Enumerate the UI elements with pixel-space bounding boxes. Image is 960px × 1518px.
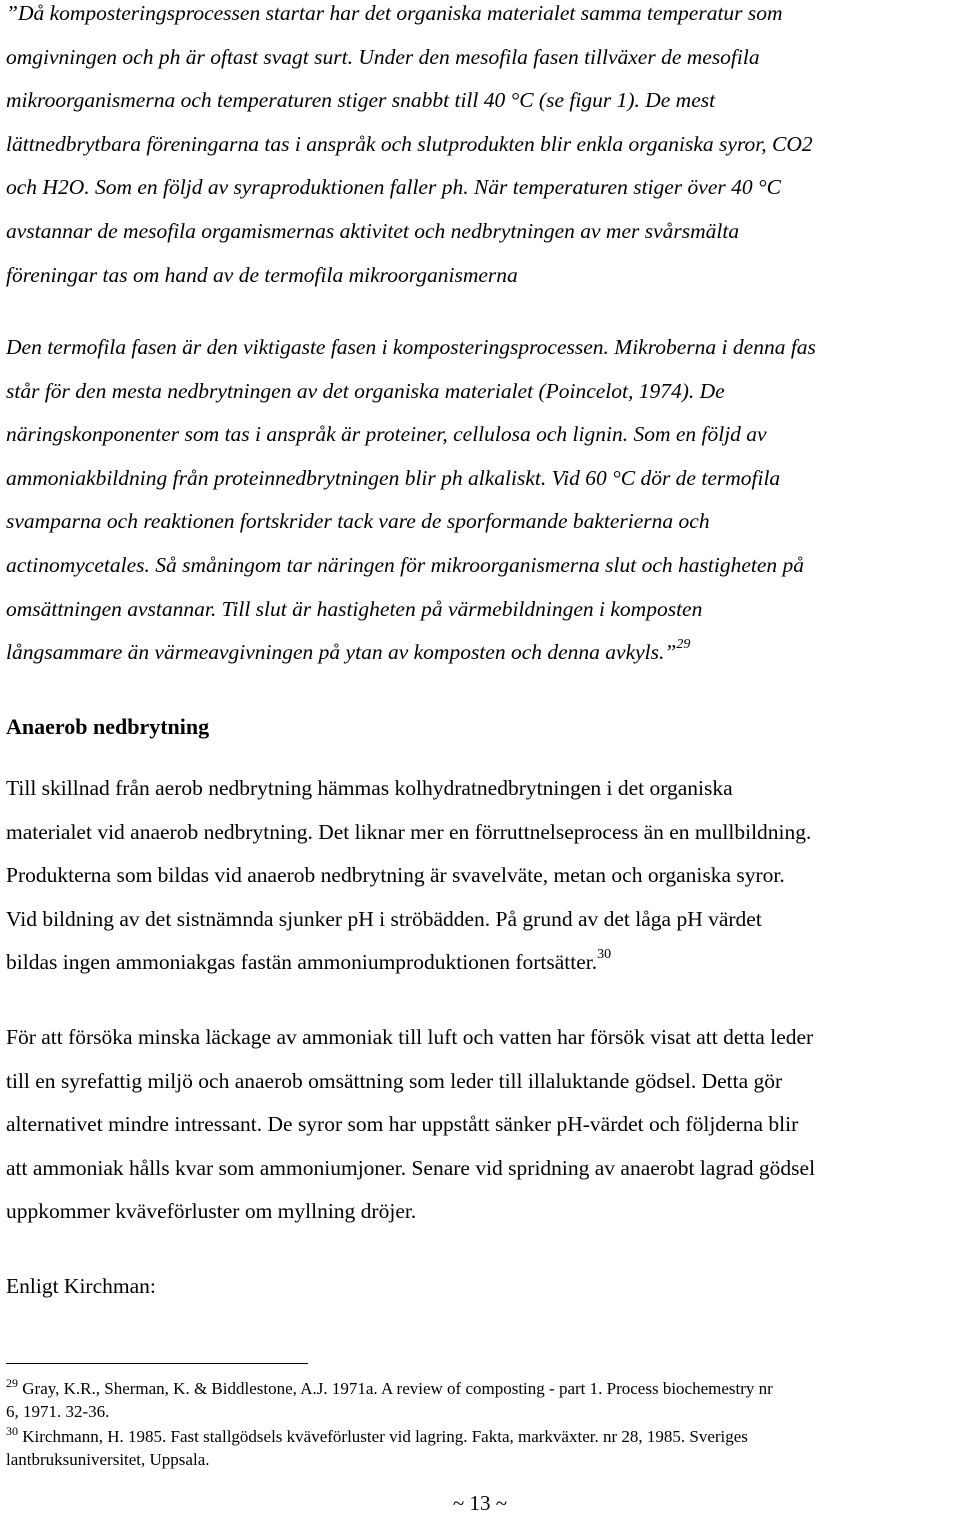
text-line: och H2O. Som en följd av syraproduktionen faller ph. När temperaturen stiger över 40 °C <box>6 175 781 200</box>
text-line: Enligt Kirchman: <box>6 1274 156 1298</box>
text-line: Den termofila fasen är den viktigaste fasen i komposteringsprocessen. Mikroberna i denna fas <box>6 335 816 359</box>
footnote-number: 29 <box>6 1376 18 1390</box>
text-line: omgivningen och ph är oftast svagt surt. Under den mesofila fasen tillväxer de mesofila <box>6 44 760 69</box>
text-line-content: bildas ingen ammoniakgas fastän ammoniumproduktionen fortsätter. <box>6 950 598 975</box>
text-line: materialet vid anaerob nedbrytning. Det liknar mer en förruttnelseprocess än en mullbildning. <box>6 819 812 844</box>
kirchman-paragraph <box>6 1265 960 1309</box>
footnote-number: 30 <box>6 1424 18 1438</box>
text-line <box>6 631 960 675</box>
footnote-29 <box>6 1377 960 1423</box>
text-line: mikroorganismerna och temperaturen stiger snabbt till 40 °C (se figur 1). De mest <box>6 88 716 113</box>
text-line: lättnedbrytbara föreningarna tas i anspråk och slutprodukten blir enkla organiska syror, CO2 <box>6 131 813 156</box>
text-line: föreningar tas om hand av de termofila mikroorganismerna <box>6 262 518 287</box>
text-line: till en syrefattig miljö och anaerob omsättning som leder till illaluktande gödsel. Detta gör <box>6 1068 783 1093</box>
footnote-line: 6, 1971. 32-36. <box>6 1402 110 1421</box>
text-line <box>6 941 960 985</box>
text-line: att ammoniak hålls kvar som ammoniumjoner. Senare vid spridning av anaerobt lagrad gödsel <box>6 1155 816 1180</box>
text-line: uppkommer kväveförluster om myllning dröjer. <box>6 1199 417 1224</box>
text-line: actinomycetales. Så småningom tar näringen för mikroorganismerna slut och hastigheten på <box>6 552 805 577</box>
text-line: omsättningen avstannar. Till slut är hastigheten på värmebildningen i komposten <box>6 596 703 621</box>
footnote-line: lantbruksuniversitet, Uppsala. <box>6 1450 210 1469</box>
lackage-paragraph <box>6 1016 960 1234</box>
footnote-30 <box>6 1425 960 1471</box>
text-line: svamparna och reaktionen fortskrider tack vare de sporformande bakterierna och <box>6 509 710 534</box>
footnote-text: Kirchmann, H. 1985. Fast stallgödsels kväveförluster vid lagring. Fakta, markväxter. nr 28, 1985. Sveriges <box>22 1427 748 1446</box>
footnote-separator <box>6 1363 308 1364</box>
text-line: Till skillnad från aerob nedbrytning hämmas kolhydratnedbrytningen i det organiska <box>6 776 733 800</box>
section-heading: Anaerob nedbrytning <box>6 714 210 739</box>
footnote-reference[interactable]: 30 <box>597 947 612 963</box>
text-line: Produkterna som bildas vid anaerob nedbrytning är svavelväte, metan och organiska syror. <box>6 863 785 888</box>
mesofil-paragraph <box>6 0 960 297</box>
text-line: alternativet mindre intressant. De syror som har uppstått sänker pH-värdet och följderna blir <box>6 1112 799 1137</box>
text-line: För att försöka minska läckage av ammoniak till luft och vatten har försök visat att detta leder <box>6 1025 814 1049</box>
text-line-content: långsammare än värmeavgivningen på ytan av komposten och denna avkyls.” <box>6 640 677 665</box>
footnote-reference[interactable]: 29 <box>676 637 691 653</box>
text-line: ”Då komposteringsprocessen startar har det organiska materialet samma temperatur som <box>6 1 783 25</box>
footnote-line <box>6 1377 960 1400</box>
footnote-text: Gray, K.R., Sherman, K. & Biddlestone, A.J. 1971a. A review of composting - part 1. Process biochemestry nr <box>22 1379 773 1398</box>
text-line: ammoniakbildning från proteinnedbrytningen blir ph alkaliskt. Vid 60 °C dör de termofila <box>6 465 781 490</box>
text-line: Vid bildning av det sistnämnda sjunker pH i ströbädden. På grund av det låga pH värdet <box>6 906 762 931</box>
anaerob-paragraph <box>6 767 960 985</box>
page-number: ~ 13 ~ <box>452 1491 508 1515</box>
text-line: näringskonponenter som tas i anspråk är proteiner, cellulosa och lignin. Som en följd av <box>6 422 767 447</box>
text-line: står för den mesta nedbrytningen av det organiska materialet (Poincelot, 1974). De <box>6 378 725 403</box>
text-line: avstannar de mesofila orgamismernas aktivitet och nedbrytningen av mer svårsmälta <box>6 218 740 243</box>
footnote-line <box>6 1425 960 1448</box>
termofil-paragraph <box>6 326 960 675</box>
